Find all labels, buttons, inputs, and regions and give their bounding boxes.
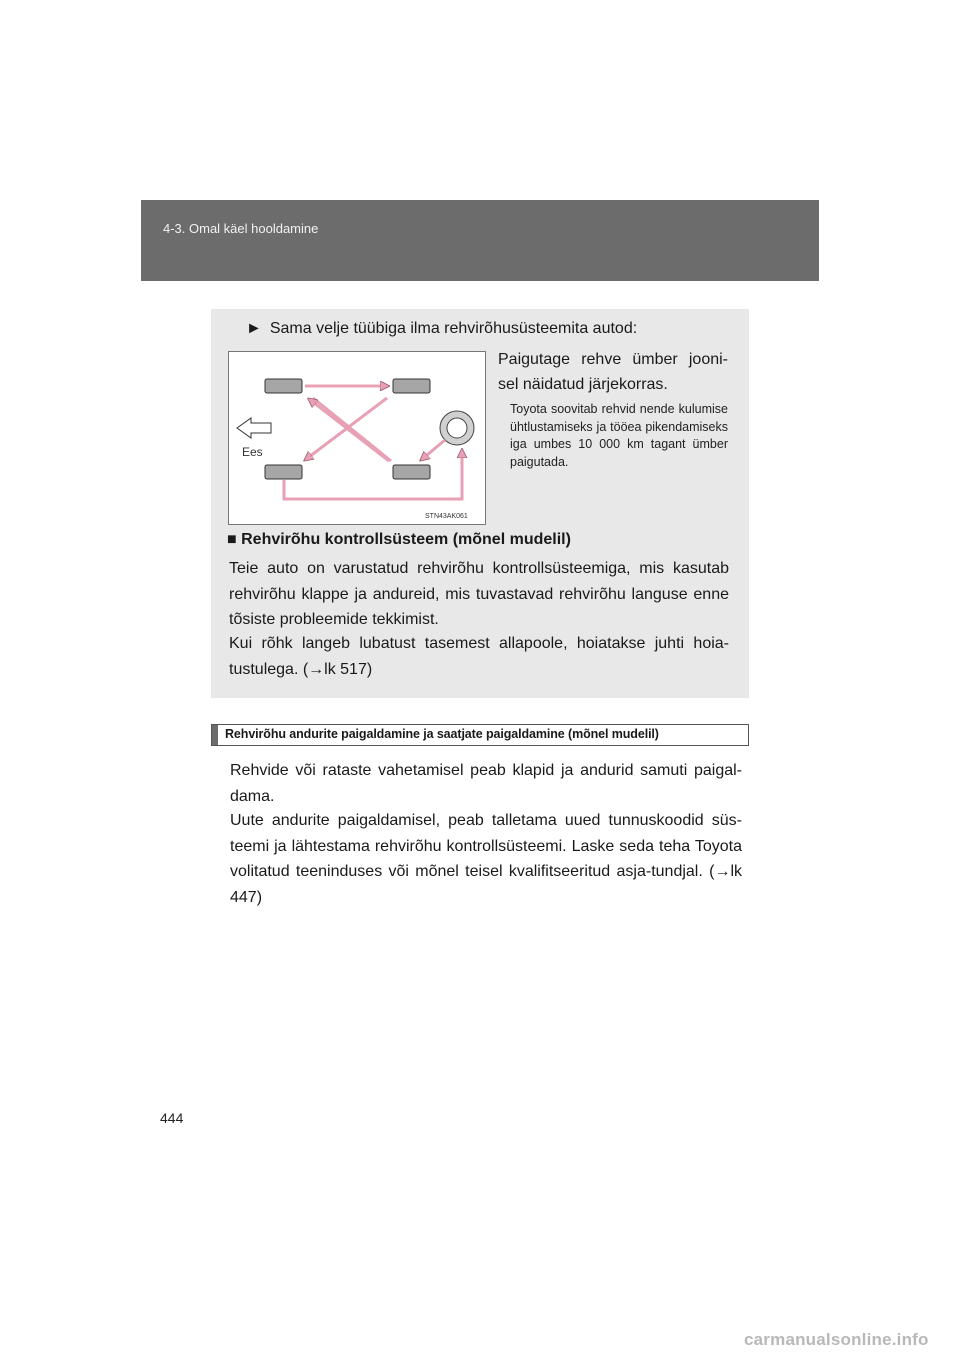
bullet-triangle-icon: ► xyxy=(246,320,262,337)
bullet-line xyxy=(246,320,637,338)
section-paragraph-2: Uute andurite paigaldamisel, peab talletama uued tunnuskoodid süs-teemi ja lähtestama rehvirõhu kontrollsüsteemi. Laske seda teha Toyota volitatud teeninduses või mõnel teisel kvalifitseeritud asja-tundjal. (→lk 447) xyxy=(230,812,742,906)
tire-front-left xyxy=(265,379,302,393)
arrow-spare-to-rr xyxy=(421,440,445,460)
front-label: Ees xyxy=(242,445,263,459)
tpms-paragraph-2: Kui rõhk langeb lubatust tasemest allapoole, hoiatakse juhti hoia-tustulega. (→lk 517) xyxy=(229,635,729,678)
tire-rear-right xyxy=(393,465,430,479)
tire-front-right xyxy=(393,379,430,393)
figure-code: STN43AK061 xyxy=(425,513,468,520)
tire-rear-left xyxy=(265,465,302,479)
front-direction-arrow-icon xyxy=(237,418,271,438)
tpms-heading: ■ Rehvirõhu kontrollsüsteem (mõnel mudelil) xyxy=(227,531,571,548)
instruction-text: Paigutage rehve ümber jooni-sel näidatud järjekorras. xyxy=(498,351,728,393)
bullet-text: Sama velje tüübiga ilma rehvirõhusüsteemita autod: xyxy=(269,320,638,337)
page-number: 444 xyxy=(160,1110,184,1126)
recommendation-note: Toyota soovitab rehvid nende kulumise ühtlustamiseks ja tööea pikendamiseks iga umbes 10 000 km tagant ümber paigutada. xyxy=(510,402,728,469)
arrow-fl-to-rr xyxy=(313,398,391,461)
section-header-band xyxy=(141,200,819,281)
info-box xyxy=(211,309,749,698)
section-paragraph-1: Rehvide või rataste vahetamisel peab klapid ja andurid samuti paigal-dama. xyxy=(230,762,742,805)
tpms-paragraph-1: Teie auto on varustatud rehvirõhu kontrollsüsteemiga, mis kasutab rehvirõhu klappe ja andureid, mis tuvastavad rehvirõhu languse enne tõsiste probleemide tekkimist. xyxy=(229,560,729,628)
tire-rotation-diagram xyxy=(229,352,485,524)
section-title: Rehvirõhu andurite paigaldamine ja saatjate paigaldamine (mõnel mudelil) xyxy=(225,727,659,741)
watermark: carmanualsonline.info xyxy=(744,1330,929,1349)
section-marker xyxy=(212,725,218,745)
arrow-rl-to-fl xyxy=(309,399,389,461)
section-title-bar xyxy=(211,724,749,746)
tire-rotation-figure xyxy=(228,351,486,525)
section-header-title: 4-3. Omal käel hooldamine xyxy=(163,221,319,236)
